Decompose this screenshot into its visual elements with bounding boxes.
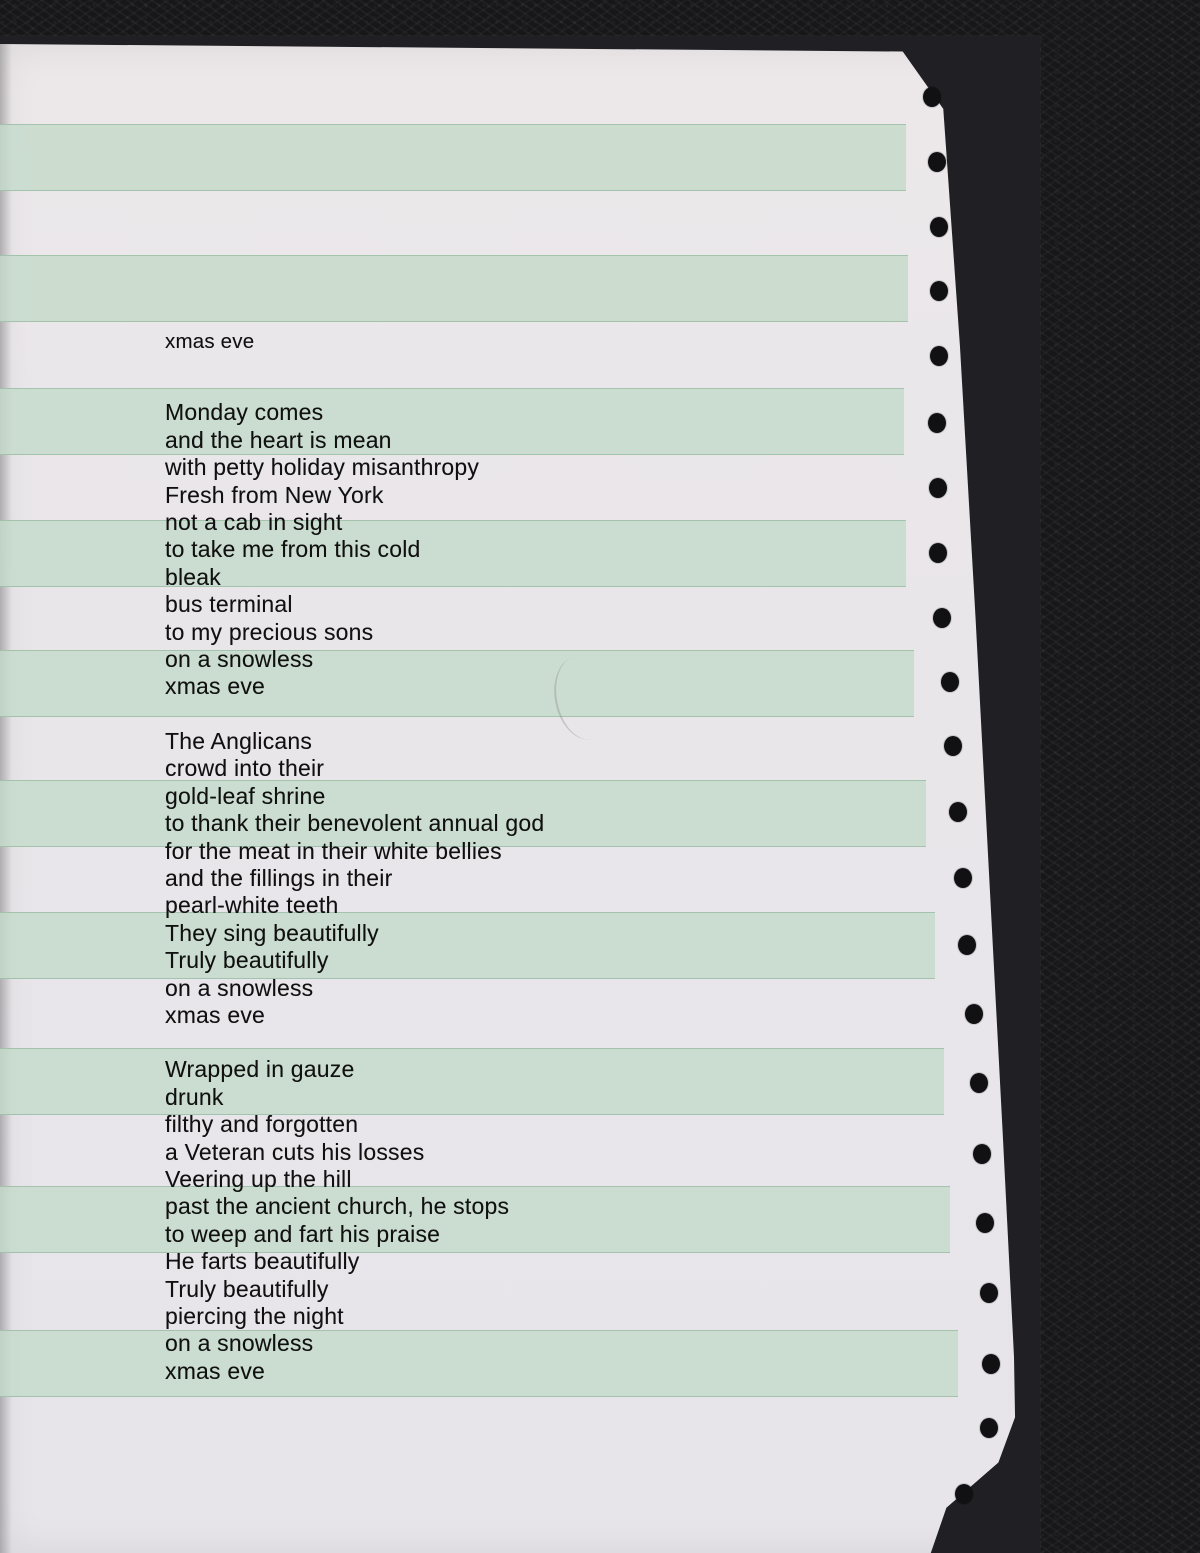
poem-line: past the ancient church, he stops	[165, 1193, 510, 1220]
tractor-feed-hole	[949, 802, 967, 822]
poem-line: xmas eve	[165, 673, 266, 700]
poem-line: for the meat in their white bellies	[165, 837, 502, 864]
poem-line: Truly beautifully	[165, 1275, 329, 1302]
tractor-feed-hole	[958, 935, 976, 955]
poem-line: xmas eve	[165, 1001, 266, 1028]
poem-line: to weep and fart his praise	[165, 1220, 441, 1247]
poem-title: xmas eve	[165, 330, 255, 353]
poem-line: to my precious sons	[165, 618, 374, 645]
poem-line: crowd into their	[165, 755, 325, 782]
poem-line: on a snowless	[165, 646, 314, 673]
poem-line: on a snowless	[165, 974, 314, 1001]
poem-line: Fresh from New York	[165, 481, 384, 508]
poem-line: to take me from this cold	[165, 536, 421, 563]
tractor-feed-hole	[933, 608, 951, 628]
green-ruled-band	[0, 124, 906, 191]
tractor-feed-hole	[930, 281, 948, 301]
poem-line: on a snowless	[165, 1330, 314, 1357]
tractor-feed-hole	[976, 1213, 994, 1233]
poem-line: Wrapped in gauze	[165, 1056, 355, 1083]
tractor-feed-hole	[980, 1418, 998, 1438]
tractor-feed-hole	[930, 217, 948, 237]
poem-line: piercing the night	[165, 1303, 344, 1329]
poem-stanza-3	[165, 1056, 865, 1385]
poem-stanza-2	[165, 728, 865, 1029]
poem-line: They sing beautifully	[165, 919, 379, 946]
poem-line: He farts beautifully	[165, 1248, 360, 1275]
poem-stanza-1	[165, 399, 865, 700]
tractor-feed-hole	[973, 1144, 991, 1164]
poem-line: drunk	[165, 1083, 224, 1110]
tractor-feed-hole	[941, 672, 959, 692]
poem-line: with petty holiday misanthropy	[165, 454, 480, 481]
poem-line: and the heart is mean	[165, 426, 392, 453]
poem-line: Monday comes	[165, 399, 324, 426]
tractor-feed-hole	[928, 413, 946, 433]
tractor-feed-hole	[970, 1073, 988, 1093]
poem-line: pearl-white teeth	[165, 892, 339, 919]
poem-line: bleak	[165, 563, 221, 590]
tractor-feed-hole	[944, 736, 962, 756]
tractor-feed-hole	[955, 1484, 973, 1504]
tractor-feed-hole	[982, 1354, 1000, 1374]
tractor-feed-hole	[980, 1283, 998, 1303]
tractor-feed-hole	[954, 868, 972, 888]
tractor-feed-hole	[930, 346, 948, 366]
poem-line: The Anglicans	[165, 727, 313, 754]
poem-line: Veering up the hill	[165, 1165, 352, 1192]
tractor-feed-hole	[929, 478, 947, 498]
poem-line: filthy and forgotten	[165, 1111, 359, 1138]
tractor-feed-hole	[923, 87, 941, 107]
poem-line: xmas eve	[165, 1357, 266, 1384]
poem-line: bus terminal	[165, 591, 293, 618]
poem-text	[165, 328, 865, 1412]
poem-line: gold-leaf shrine	[165, 782, 326, 809]
poem-line: to thank their benevolent annual god	[165, 810, 545, 837]
poem-line: Truly beautifully	[165, 947, 329, 974]
tractor-feed-hole	[965, 1004, 983, 1024]
poem-line: and the fillings in their	[165, 864, 393, 891]
poem-line: a Veteran cuts his losses	[165, 1138, 425, 1165]
poem-line: not a cab in sight	[165, 509, 343, 536]
tractor-feed-hole	[928, 152, 946, 172]
tractor-feed-hole	[929, 543, 947, 563]
green-ruled-band	[0, 255, 908, 322]
